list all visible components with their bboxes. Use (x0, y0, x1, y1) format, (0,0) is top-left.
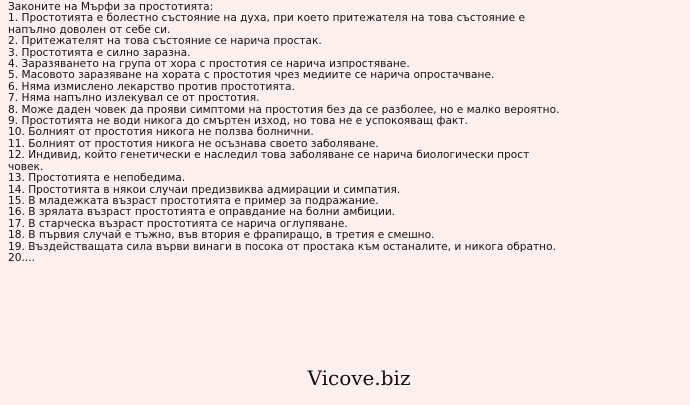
document-line: 15. В младежката възраст простотията е пример за подражание. (8, 194, 379, 207)
document-line: 10. Болният от простотия никога не ползва болнични. (8, 126, 314, 139)
document-line: 4. Заразяването на група от хора с простотия се нарича изпростяване. (8, 58, 410, 71)
document-line: 1. Простотията е болестно състояние на духа, при което притежателя на това състояние е (8, 12, 525, 25)
document-body (8, 2, 684, 264)
site-watermark: Vicove.biz (307, 366, 411, 390)
document-line: 2. Притежателят на това състояние се нарича простак. (8, 35, 322, 48)
document-line: 8. Може даден човек да прояви симптоми на простотия без да се разболее, но е малко вероятно. (8, 103, 560, 116)
document-line: 14. Простотията в някои случаи предизвиква адмирации и симпатия. (8, 183, 401, 196)
document-line: 19. Въздействащата сила върви винаги в посока от простака към останалите, и никога обратно. (8, 240, 556, 253)
document-line: 18. В първия случай е тъжно, във втория е фрапиращо, в третия е смешно. (8, 229, 435, 242)
document-line: 3. Простотията е силно заразна. (8, 46, 191, 59)
document-line: 6. Няма измислено лекарство против простотията. (8, 80, 295, 93)
document-line: напълно доволен от себе си. (8, 23, 171, 36)
document-line: 11. Болният от простотия никога не осъзнава своето заболяване. (8, 137, 379, 150)
document-line: 9. Простотията не води никога до смъртен изход, но това не е успокояващ факт. (8, 115, 468, 128)
document-line: 5. Масовото заразяване на хората с простотия чрез медиите се нарича опростачване. (8, 69, 495, 82)
document-title: Законите на Мърфи за простотията: (8, 1, 214, 13)
document-line: 20.... (8, 251, 35, 264)
document-line: 12. Индивид, който генетически е наследил това заболяване се нарича биологически прост (8, 149, 530, 162)
document-line: 17. В старческа възраст простотията се нарича оглупяване. (8, 217, 348, 230)
document-line: 16. В зрялата възраст простотията е оправдание на болни амбиции. (8, 206, 396, 219)
document-line: 7. Няма напълно излекувал се от простотия. (8, 92, 260, 105)
document-line: 13. Простотията е непобедима. (8, 172, 186, 185)
document-line: човек. (8, 160, 44, 173)
